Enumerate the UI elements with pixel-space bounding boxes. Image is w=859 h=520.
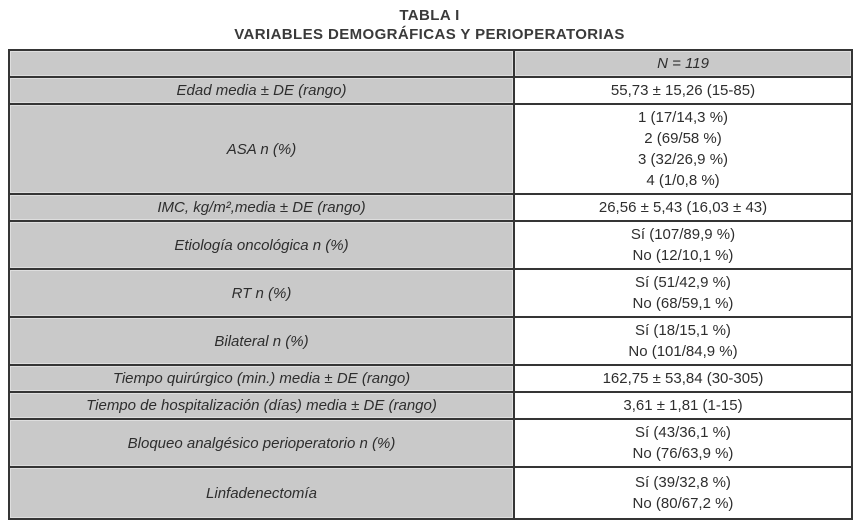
value-line: 2 (69/58 %) — [644, 130, 722, 147]
row-value-cell — [514, 467, 852, 519]
table-row — [9, 365, 852, 392]
value-line: No (80/67,2 %) — [632, 495, 734, 512]
row-label-cell: Bilateral n (%) — [9, 317, 514, 365]
table-row — [9, 77, 852, 104]
value-line: No (68/59,1 %) — [632, 295, 734, 312]
row-value-cell — [514, 419, 852, 467]
value-line: 3,61 ± 1,81 (1-15) — [623, 397, 743, 414]
value-line: 162,75 ± 53,84 (30-305) — [602, 370, 764, 387]
row-label-cell: Tiempo quirúrgico (min.) media ± DE (rango) — [9, 365, 514, 392]
value-line: Sí (43/36,1 %) — [635, 424, 731, 441]
value-line: 55,73 ± 15,26 (15-85) — [610, 82, 756, 99]
row-label-cell: Edad media ± DE (rango) — [9, 77, 514, 104]
row-value-cell — [514, 317, 852, 365]
value-line: No (101/84,9 %) — [628, 343, 738, 360]
row-label-cell: Linfadenectomía — [9, 467, 514, 519]
table-title: TABLA I — [399, 7, 460, 24]
column-header-empty — [9, 50, 514, 77]
value-line: 3 (32/26,9 %) — [637, 151, 729, 168]
table-row — [9, 194, 852, 221]
value-line: No (12/10,1 %) — [632, 247, 734, 264]
value-line: No (76/63,9 %) — [632, 445, 734, 462]
value-line: Sí (18/15,1 %) — [635, 322, 731, 339]
value-line: Sí (107/89,9 %) — [630, 226, 736, 243]
row-label-cell: Tiempo de hospitalización (días) media ± DE (rango) — [9, 392, 514, 419]
value-line: 1 (17/14,3 %) — [637, 109, 729, 126]
row-label-cell: Etiología oncológica n (%) — [9, 221, 514, 269]
row-value-cell — [514, 392, 852, 419]
value-line: Sí (39/32,8 %) — [635, 474, 731, 491]
row-value-cell — [514, 104, 852, 194]
row-value-cell — [514, 221, 852, 269]
table-row — [9, 221, 852, 269]
row-value-cell — [514, 365, 852, 392]
row-label-cell: Bloqueo analgésico perioperatorio n (%) — [9, 419, 514, 467]
table-subtitle: VARIABLES DEMOGRÁFICAS Y PERIOPERATORIAS — [234, 26, 625, 43]
table-row — [9, 392, 852, 419]
table-header-row — [9, 50, 852, 77]
row-label-cell: ASA n (%) — [9, 104, 514, 194]
value-line: 26,56 ± 5,43 (16,03 ± 43) — [598, 199, 768, 216]
row-value-cell — [514, 269, 852, 317]
row-value-cell — [514, 77, 852, 104]
row-label-cell: RT n (%) — [9, 269, 514, 317]
table-row — [9, 419, 852, 467]
table-row — [9, 269, 852, 317]
value-line: Sí (51/42,9 %) — [635, 274, 731, 291]
row-value-cell — [514, 194, 852, 221]
row-label-cell: IMC, kg/m²,media ± DE (rango) — [9, 194, 514, 221]
demographics-table — [8, 49, 853, 520]
value-line: 4 (1/0,8 %) — [646, 172, 720, 189]
column-header-n: N = 119 — [514, 50, 852, 77]
table-row — [9, 467, 852, 519]
table-caption — [0, 0, 859, 44]
table-row — [9, 104, 852, 194]
table-row — [9, 317, 852, 365]
